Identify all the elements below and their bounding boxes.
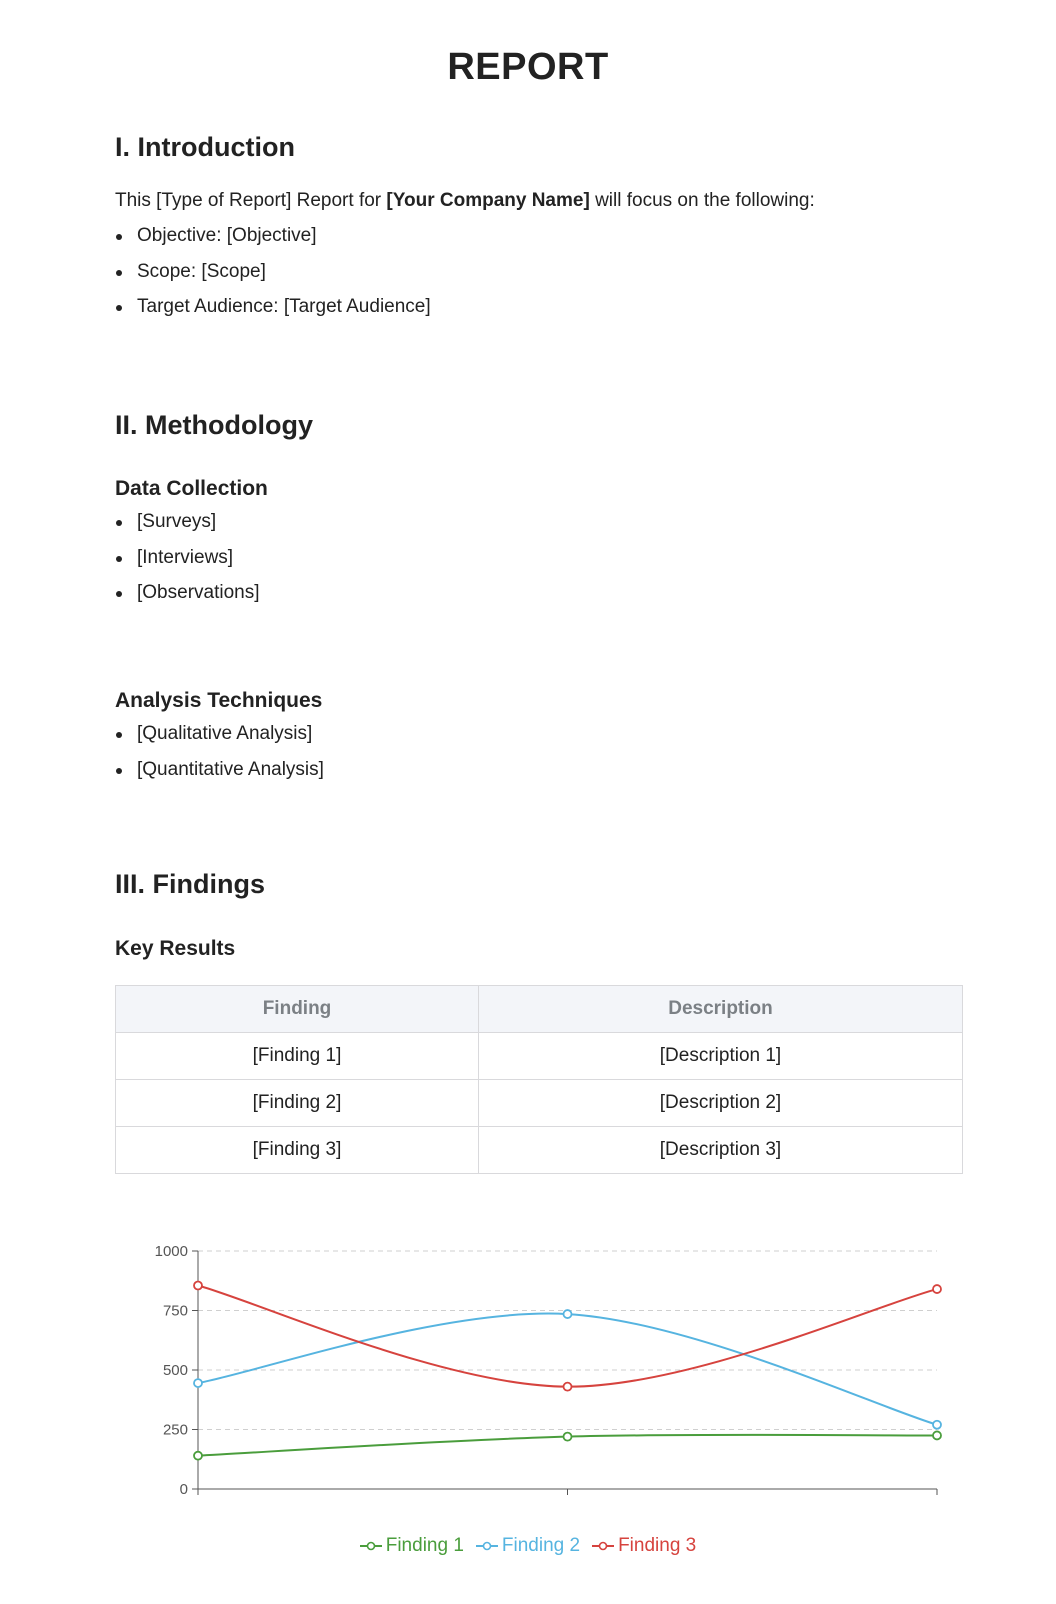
table-cell: [Finding 3] <box>116 1127 479 1174</box>
intro-text-before: This [Type of Report] Report for <box>115 190 387 211</box>
y-tick-label: 500 <box>162 1362 188 1379</box>
data-point <box>564 1433 572 1441</box>
legend-label: Finding 3 <box>618 1535 697 1556</box>
company-name: [Your Company Name] <box>386 190 590 211</box>
chart-legend <box>0 1535 1056 1557</box>
legend-item[interactable] <box>592 1535 696 1557</box>
table-cell: [Finding 2] <box>116 1080 479 1127</box>
key-results-heading: Key Results <box>115 937 236 960</box>
legend-label: Finding 1 <box>385 1535 464 1556</box>
data-point <box>933 1431 941 1439</box>
methodology-heading: II. Methodology <box>115 410 313 440</box>
y-tick-label: 0 <box>179 1481 188 1498</box>
list-item: [Observations] <box>115 580 260 616</box>
findings-heading: III. Findings <box>115 869 265 899</box>
list-item: [Interviews] <box>115 545 260 581</box>
legend-item[interactable] <box>476 1535 580 1557</box>
list-item: [Quantitative Analysis] <box>115 757 324 793</box>
list-item: Objective: [Objective] <box>115 223 431 259</box>
table-cell: [Description 3] <box>479 1127 963 1174</box>
legend-line-marker-icon <box>592 1540 614 1552</box>
column-header-description: Description <box>479 986 963 1033</box>
y-tick-label: 750 <box>162 1302 188 1320</box>
data-point <box>564 1383 572 1391</box>
legend-line-marker-icon <box>476 1540 498 1552</box>
list-item: [Surveys] <box>115 509 260 545</box>
table-cell: [Description 1] <box>479 1033 963 1080</box>
analysis-techniques-heading: Analysis Techniques <box>115 689 323 712</box>
legend-line-marker-icon <box>360 1540 382 1552</box>
legend-item[interactable] <box>360 1535 464 1557</box>
series-line-finding-2 <box>198 1314 937 1425</box>
table-cell: [Finding 1] <box>116 1033 479 1080</box>
data-point <box>194 1282 202 1290</box>
data-point <box>933 1421 941 1429</box>
list-item: Scope: [Scope] <box>115 259 431 295</box>
intro-text-after: will focus on the following: <box>589 190 815 211</box>
table-cell: [Description 2] <box>479 1080 963 1127</box>
data-point <box>194 1452 202 1460</box>
introduction-heading: I. Introduction <box>115 132 295 162</box>
data-point <box>564 1310 572 1318</box>
list-item: [Qualitative Analysis] <box>115 721 324 757</box>
report-title: REPORT <box>447 46 609 88</box>
column-header-finding: Finding <box>116 986 479 1033</box>
list-item: Target Audience: [Target Audience] <box>115 294 431 330</box>
data-collection-heading: Data Collection <box>115 477 268 500</box>
data-point <box>933 1285 941 1293</box>
series-line-finding-3 <box>198 1286 937 1387</box>
data-point <box>194 1379 202 1387</box>
legend-label: Finding 2 <box>501 1535 581 1556</box>
y-tick-label: 1000 <box>154 1243 188 1260</box>
y-tick-label: 250 <box>162 1421 188 1439</box>
